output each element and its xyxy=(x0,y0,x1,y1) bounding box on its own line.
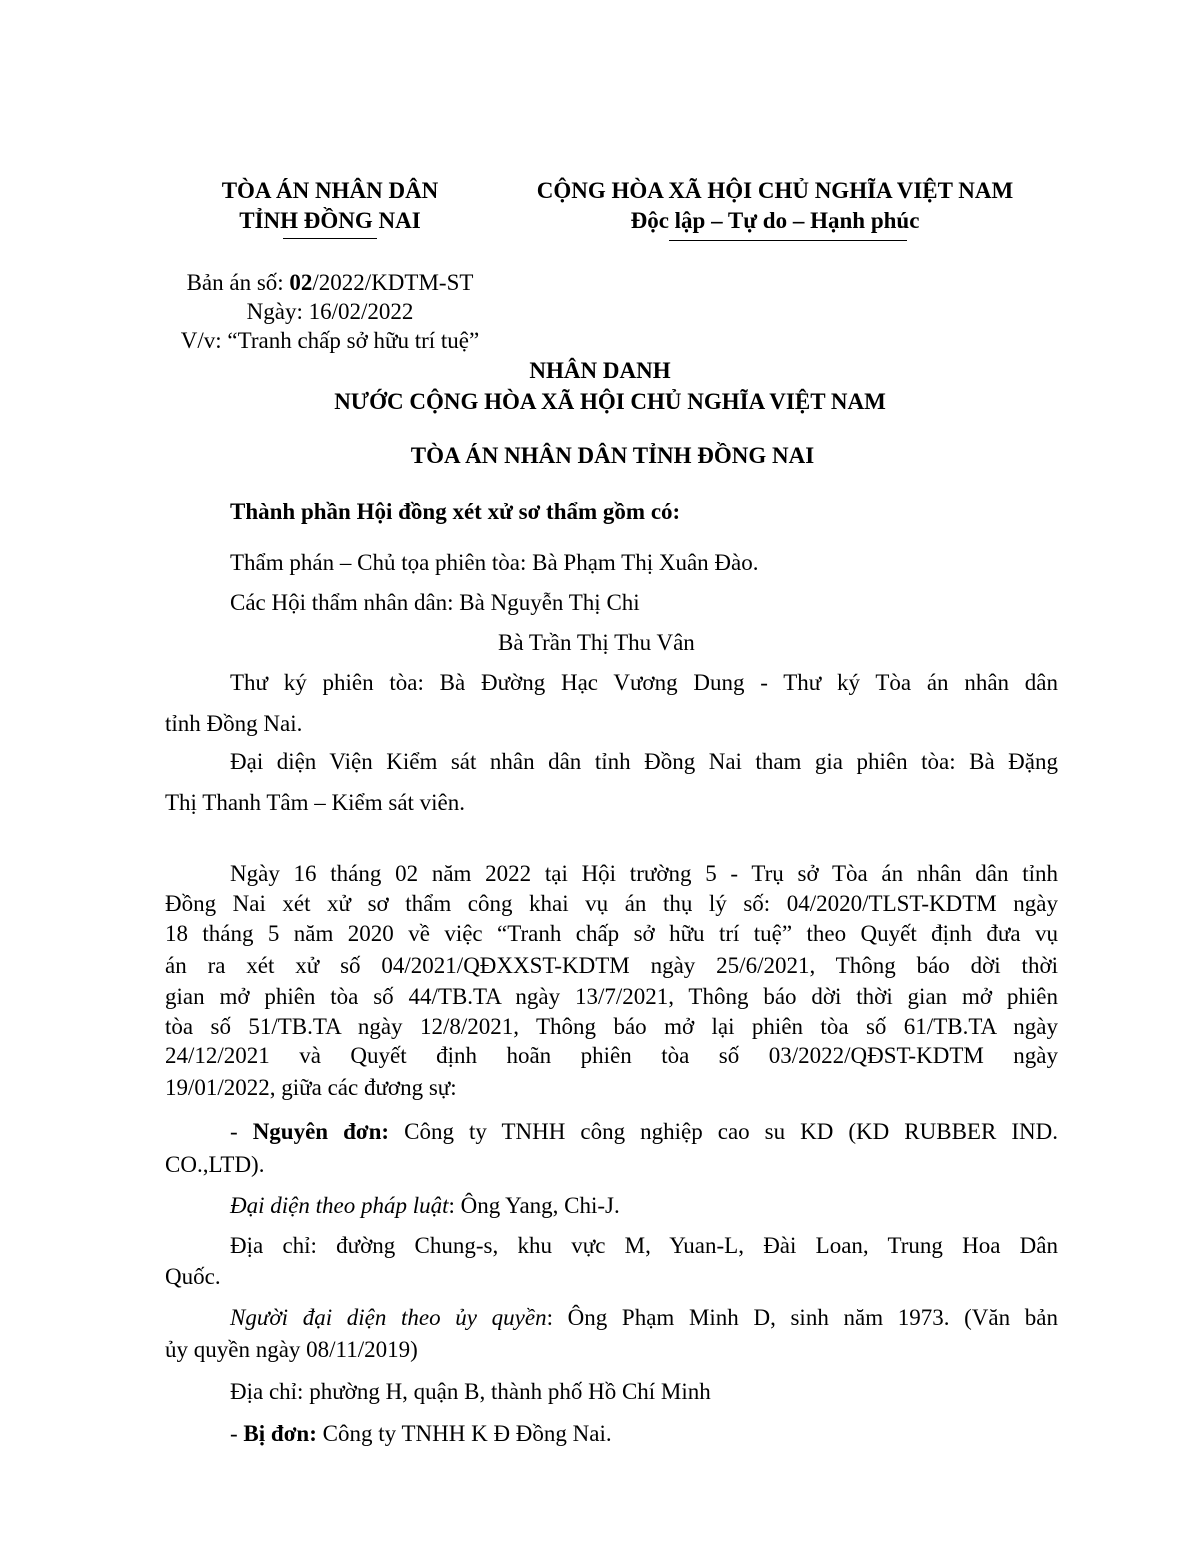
plaintiff-legal-rep: Đại diện theo pháp luật: Ông Yang, Chi-J. xyxy=(230,1193,620,1218)
hearing-line: tòa số 51/TB.TA ngày 12/8/2021, Thông báo mở lại phiên tòa số 61/TB.TA ngày xyxy=(165,1014,1058,1039)
procurator-line1: Đại diện Viện Kiểm sát nhân dân tỉnh Đồng Nai tham gia phiên tòa: Bà Đặng xyxy=(230,749,1058,774)
hearing-line-last: 19/01/2022, giữa các đương sự: xyxy=(165,1075,457,1100)
court-name-underline xyxy=(283,238,377,239)
clerk-line1: Thư ký phiên tòa: Bà Đường Hạc Vương Dung - Thư ký Tòa án nhân dân xyxy=(230,670,1058,695)
case-date: Ngày: 16/02/2022 xyxy=(246,299,414,324)
plaintiff-label: Nguyên đơn: xyxy=(252,1119,390,1144)
assessor-2: Bà Trần Thị Thu Vân xyxy=(498,630,695,655)
plaintiff-line2: CO.,LTD). xyxy=(165,1152,265,1177)
court-title: TÒA ÁN NHÂN DÂN TỈNH ĐỒNG NAI xyxy=(410,443,815,468)
plaintiff-address-line1: Địa chỉ: đường Chung-s, khu vực M, Yuan-L, Đài Loan, Trung Hoa Dân xyxy=(230,1233,1058,1258)
plaintiff-address-line2: Quốc. xyxy=(165,1264,221,1289)
clerk-line2: tỉnh Đồng Nai. xyxy=(165,711,303,736)
defendant-line: - Bị đơn: Công ty TNHH K Đ Đồng Nai. xyxy=(230,1421,612,1446)
state-name: NƯỚC CỘNG HÒA XÃ HỘI CHỦ NGHĨA VIỆT NAM xyxy=(334,389,886,414)
hearing-line: Đồng Nai xét xử sơ thẩm công khai vụ án thụ lý số: 04/2020/TLST-KDTM ngày xyxy=(165,891,1058,916)
case-number: Bản án số: 02/2022/KDTM-ST xyxy=(186,270,474,295)
nation-motto: Độc lập – Tự do – Hạnh phúc xyxy=(630,208,920,233)
hearing-line: gian mở phiên tòa số 44/TB.TA ngày 13/7/2021, Thông báo dời thời gian mở phiên xyxy=(165,984,1058,1009)
plaintiff-auth-rep-line2: ủy quyền ngày 08/11/2019) xyxy=(165,1337,418,1362)
hearing-line: 24/12/2021 và Quyết định hoãn phiên tòa số 03/2022/QĐST-KDTM ngày xyxy=(165,1043,1058,1068)
nation-line1: CỘNG HÒA XÃ HỘI CHỦ NGHĨA VIỆT NAM xyxy=(536,178,1014,203)
hearing-line: 18 tháng 5 năm 2020 về việc “Tranh chấp sở hữu trí tuệ” theo Quyết định đưa vụ xyxy=(165,921,1058,946)
plaintiff-auth-rep: Người đại diện theo ủy quyền: Ông Phạm Minh D, sinh năm 1973. (Văn bản xyxy=(230,1305,1059,1330)
court-name-line2: TỈNH ĐỒNG NAI xyxy=(239,208,421,233)
hearing-line: án ra xét xử số 04/2021/QĐXXST-KDTM ngày 25/6/2021, Thông báo dời thời xyxy=(165,953,1058,978)
procurator-line2: Thị Thanh Tâm – Kiểm sát viên. xyxy=(165,790,466,815)
assessors: Các Hội thẩm nhân dân: Bà Nguyễn Thị Chi xyxy=(230,590,640,615)
court-name-line1: TÒA ÁN NHÂN DÂN xyxy=(221,178,439,203)
case-subject: V/v: “Tranh chấp sở hữu trí tuệ” xyxy=(180,328,480,353)
motto-underline xyxy=(669,240,907,241)
defendant-label: Bị đơn: xyxy=(243,1421,317,1446)
hearing-line: Ngày 16 tháng 02 năm 2022 tại Hội trường 5 - Trụ sở Tòa án nhân dân tỉnh xyxy=(230,861,1058,886)
plaintiff-auth-rep-address: Địa chỉ: phường H, quận B, thành phố Hồ Chí Minh xyxy=(230,1379,711,1404)
panel-heading: Thành phần Hội đồng xét xử sơ thẩm gồm có: xyxy=(230,499,681,524)
plaintiff-line1: - Nguyên đơn: Công ty TNHH công nghiệp cao su KD (KD RUBBER IND. xyxy=(230,1119,1058,1144)
in-the-name-of: NHÂN DANH xyxy=(529,358,671,383)
presiding-judge: Thẩm phán – Chủ tọa phiên tòa: Bà Phạm Thị Xuân Đào. xyxy=(230,550,759,575)
